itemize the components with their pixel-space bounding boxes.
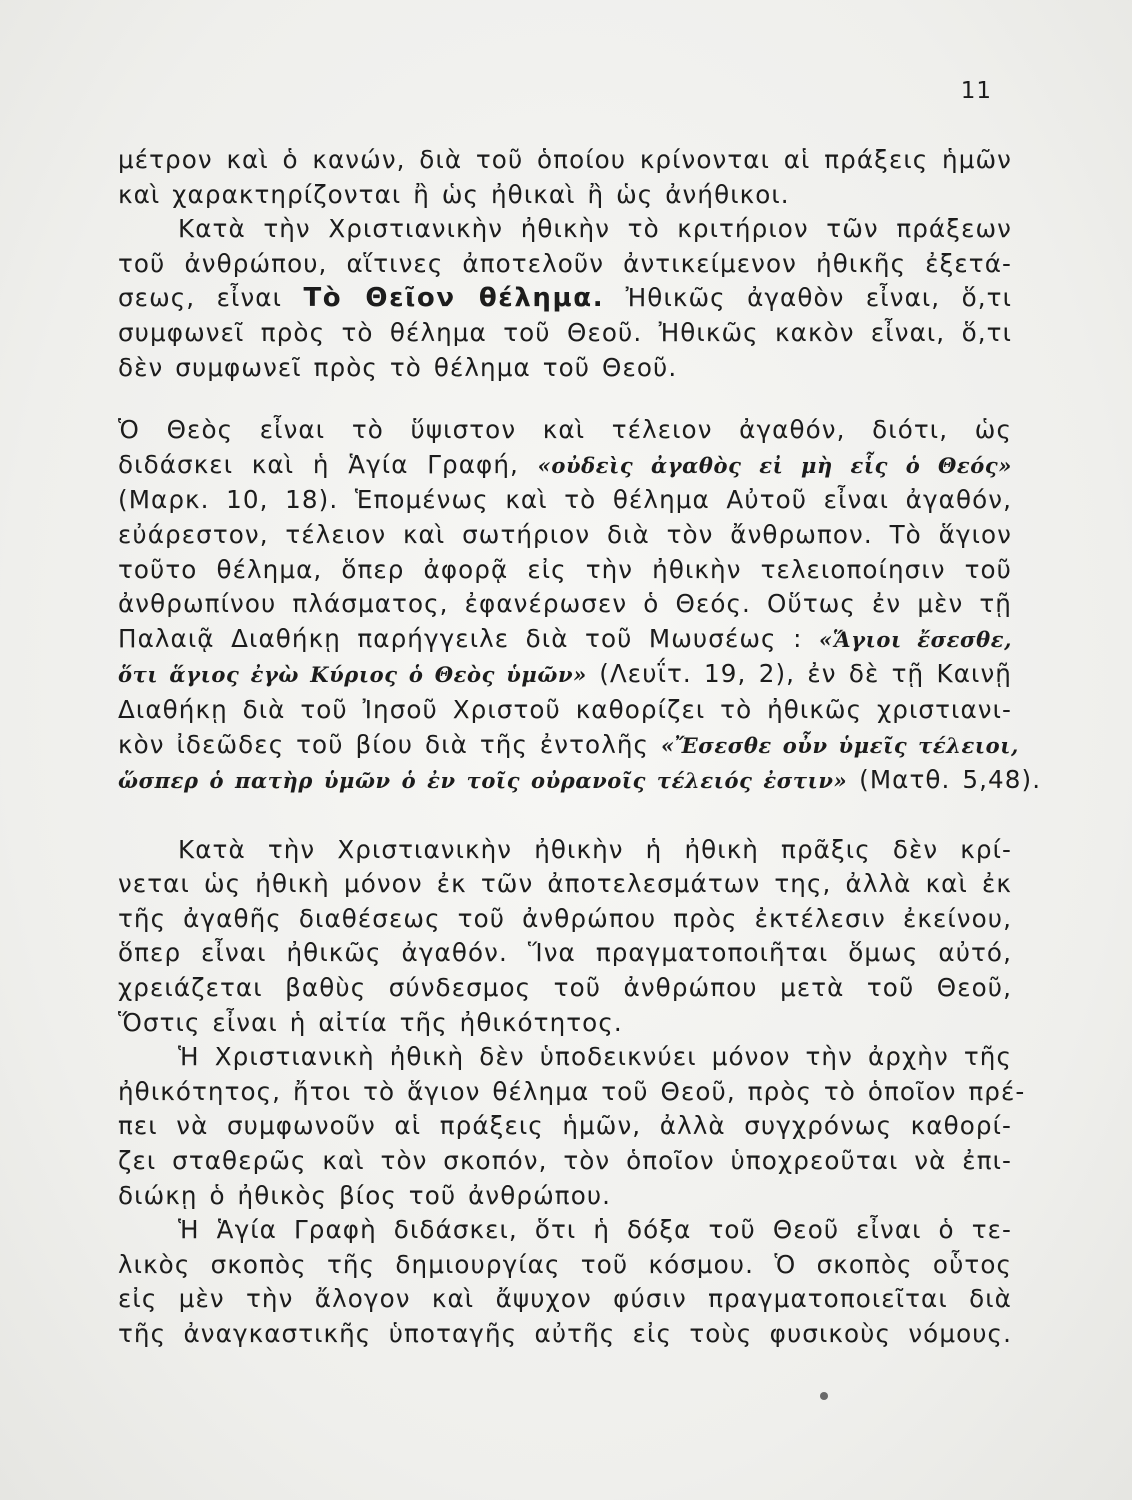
paragraph-gap [118, 385, 1012, 413]
text-line: εὐάρεστον, τέλειον καὶ σωτήριον διὰ τὸν ἄνθρωπον. Τὸ ἅγιον [118, 519, 1012, 549]
italic-quote: «Ἅγιοι ἔσεσθε, [818, 626, 1012, 652]
text-span: (Ματθ. 5,48). [859, 765, 1042, 795]
text-line: (Μαρκ. 10, 18). Ἑπομένως καὶ τὸ θέλημα Αὐτοῦ εἶναι ἀγαθόν, [118, 485, 1012, 515]
text-line: εἰς μὲν τὴν ἄλογον καὶ ἄψυχον φύσιν πραγματοποιεῖται διὰ [118, 1284, 1012, 1314]
italic-quote: ὥσπερ ὁ πατὴρ ὑμῶν ὁ ἐν τοῖς οὐρανοῖς τέλειός ἐστιν» [118, 768, 848, 794]
text-span: διδάσκει καὶ ἡ Ἁγία Γραφή, [118, 449, 519, 479]
text-line: τοῦτο θέλημα, ὅπερ ἀφορᾷ εἰς τὴν ἠθικὴν τελειοποίησιν τοῦ [118, 554, 1012, 584]
text-line: Ὅστις εἶναι ἡ αἰτία τῆς ἠθικότητος. [118, 1007, 623, 1037]
text-line: πει νὰ συμφωνοῦν αἱ πράξεις ἡμῶν, ἀλλὰ συγχρόνως καθορί- [118, 1111, 1012, 1141]
text-line: ἀνθρωπίνου πλάσματος, ἐφανέρωσεν ὁ Θεός. Οὕτως ἐν μὲν τῇ [118, 589, 1012, 619]
paragraph-5 [118, 1040, 1026, 1213]
text-line: Κατὰ τὴν Χριστιανικὴν ἠθικὴν τὸ κριτήριον τῶν πράξεων [178, 214, 1012, 244]
paragraph-gap [118, 799, 1012, 833]
text-line: Διαθήκῃ διὰ τοῦ Ἰησοῦ Χριστοῦ καθορίζει τὸ ἠθικῶς χριστιανι- [118, 694, 1012, 724]
text-line: ζει σταθερῶς καὶ τὸν σκοπόν, τὸν ὁποῖον ὑποχρεοῦται νὰ ἐπι- [118, 1146, 1012, 1176]
paragraph-6 [118, 1213, 1012, 1351]
text-line: Ὁ Θεὸς εἶναι τὸ ὕψιστον καὶ τέλειον ἀγαθόν, διότι, ὡς [118, 415, 1012, 445]
text-line: καὶ χαρακτηρίζονται ἢ ὡς ἠθικαὶ ἢ ὡς ἀνήθικοι. [118, 179, 790, 209]
text-line: μέτρον καὶ ὁ κανών, διὰ τοῦ ὁποίου κρίνονται αἱ πράξεις ἡμῶν [118, 145, 1012, 174]
italic-quote: «Ἔσεσθε οὖν ὑμεῖς τέλειοι, [661, 732, 1019, 758]
text-line: χρειάζεται βαθὺς σύνδεσμος τοῦ ἀνθρώπου μετὰ τοῦ Θεοῦ, [118, 973, 1012, 1003]
bold-phrase: Τὸ Θεῖον θέλημα. [303, 283, 605, 314]
page-number: 11 [960, 78, 992, 104]
text-line: δὲν συμφωνεῖ πρὸς τὸ θέλημα τοῦ Θεοῦ. [118, 352, 678, 382]
text-line: συμφωνεῖ πρὸς τὸ θέλημα τοῦ Θεοῦ. Ἠθικῶς κακὸν εἶναι, ὅ,τι [118, 317, 1012, 347]
italic-quote: ὅτι ἅγιος ἐγὼ Κύριος ὁ Θεὸς ὑμῶν» [118, 662, 587, 688]
text-span: Ἠθικῶς ἀγαθὸν εἶναι, ὅ,τι [625, 283, 1013, 313]
text-line [118, 281, 1012, 316]
text-line [118, 728, 1019, 764]
text-line [118, 448, 1012, 484]
ink-speck [820, 1392, 828, 1400]
text-line [118, 657, 1012, 693]
paragraph-4 [118, 833, 1012, 1041]
paragraph-3 [118, 413, 1042, 799]
text-span: (Λευΐτ. 19, 2), ἐν δὲ τῇ Καινῇ [599, 659, 1012, 689]
text-line: τοῦ ἀνθρώπου, αἵτινες ἀποτελοῦν ἀντικείμενον ἠθικῆς ἐξετά- [118, 248, 1012, 278]
paragraph-2 [118, 212, 1012, 385]
text-line: ὅπερ εἶναι ἠθικῶς ἀγαθόν. Ἵνα πραγματοποιῆται ὅμως αὐτό, [118, 938, 1012, 968]
text-line: νεται ὡς ἠθικὴ μόνον ἐκ τῶν ἀποτελεσμάτων της, ἀλλὰ καὶ ἐκ [118, 869, 1012, 899]
paragraph-1 [118, 143, 1012, 212]
body-text [118, 143, 1042, 1352]
text-line [118, 622, 1012, 658]
text-line [118, 763, 1042, 799]
text-line: Ἡ Ἁγία Γραφὴ διδάσκει, ὅτι ἡ δόξα τοῦ Θεοῦ εἶναι ὁ τε- [178, 1215, 1012, 1245]
text-line: τῆς ἀναγκαστικῆς ὑποταγῆς αὐτῆς εἰς τοὺς φυσικοὺς νόμους. [118, 1319, 1012, 1348]
text-line: διώκῃ ὁ ἠθικὸς βίος τοῦ ἀνθρώπου. [118, 1180, 612, 1210]
italic-quote: «οὐδεὶς ἀγαθὸς εἰ μὴ εἷς ὁ Θεός» [537, 452, 1012, 478]
text-line: ἠθικότητος, ἤτοι τὸ ἅγιον θέλημα τοῦ Θεοῦ, πρὸς τὸ ὁποῖον πρέ- [118, 1076, 1026, 1106]
text-span: σεως, εἶναι [118, 283, 283, 313]
text-line: λικὸς σκοπὸς τῆς δημιουργίας τοῦ κόσμου. Ὁ σκοπὸς οὗτος [118, 1249, 1012, 1279]
text-span: Παλαιᾷ Διαθήκῃ παρήγγειλε διὰ τοῦ Μωυσέως : [118, 623, 803, 653]
text-line: τῆς ἀγαθῆς διαθέσεως τοῦ ἀνθρώπου πρὸς ἐκτέλεσιν ἐκείνου, [118, 903, 1012, 933]
text-span: κὸν ἰδεῶδες τοῦ βίου διὰ τῆς ἐντολῆς [118, 729, 650, 759]
text-line: Ἡ Χριστιανικὴ ἠθικὴ δὲν ὑποδεικνύει μόνον τὴν ἀρχὴν τῆς [178, 1042, 1012, 1072]
text-line: Κατὰ τὴν Χριστιανικὴν ἠθικὴν ἡ ἠθικὴ πρᾶξις δὲν κρί- [178, 834, 1012, 864]
